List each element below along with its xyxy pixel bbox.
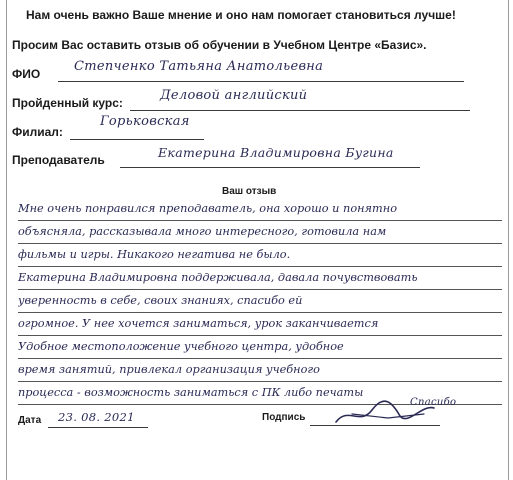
review-rule-2 <box>18 243 502 244</box>
teacher-label: Преподаватель <box>12 153 105 167</box>
signature-mark <box>330 396 440 430</box>
branch-line <box>70 139 204 140</box>
branch-value: Горьковская <box>100 114 190 129</box>
page-edge-right <box>508 0 509 480</box>
fio-line <box>58 81 464 82</box>
course-value: Деловой английский <box>160 88 308 103</box>
signature-label: Подпись <box>262 412 306 423</box>
review-line-2: объясняла, рассказывала много интересного, готовила нам <box>18 225 387 238</box>
review-rule-4 <box>18 289 502 290</box>
review-rule-3 <box>18 266 502 267</box>
review-line-9: процесса - возможность заниматься с ПК либо печаты <box>18 386 364 399</box>
course-label: Пройденный курс: <box>12 96 123 110</box>
review-line-7: Удобное местоположение учебного центра, удобное <box>18 340 344 353</box>
form-request: Просим Вас оставить отзыв об обучении в Учебном Центре «Базис». <box>12 38 427 52</box>
date-value: 23. 08. 2021 <box>58 410 135 424</box>
review-rule-1 <box>18 220 502 221</box>
review-title: Ваш отзыв <box>222 186 277 197</box>
review-line-8: время занятий, привлекал организация учебного <box>18 363 320 376</box>
review-rule-5 <box>18 312 502 313</box>
review-rule-6 <box>18 335 502 336</box>
form-header: Нам очень важно Ваше мнение и оно нам помогает становиться лучше! <box>26 8 456 22</box>
fio-label: ФИО <box>12 67 41 81</box>
review-line-6: огромное. У нее хочется заниматься, урок заканчивается <box>18 317 379 330</box>
date-label: Дата <box>18 415 42 426</box>
review-rule-8 <box>18 381 502 382</box>
review-rule-7 <box>18 358 502 359</box>
page-edge-left <box>6 0 7 480</box>
review-extra: Спасибо <box>410 397 457 408</box>
fio-value: Степченко Татьяна Анатольевна <box>74 59 324 74</box>
course-line <box>130 110 470 111</box>
branch-label: Филиал: <box>12 125 63 139</box>
review-line-4: Екатерина Владимировна поддерживала, давала почувствовать <box>18 271 418 284</box>
date-line <box>48 427 148 428</box>
review-line-5: уверенность в себе, своих знаниях, спасибо ей <box>18 294 303 307</box>
teacher-line <box>120 167 420 168</box>
review-line-3: фильмы и игры. Никакого негатива не было. <box>18 248 291 261</box>
review-line-1: Мне очень понравился преподаватель, она хорошо и понятно <box>18 202 397 215</box>
teacher-value: Екатерина Владимировна Бугина <box>158 145 394 160</box>
